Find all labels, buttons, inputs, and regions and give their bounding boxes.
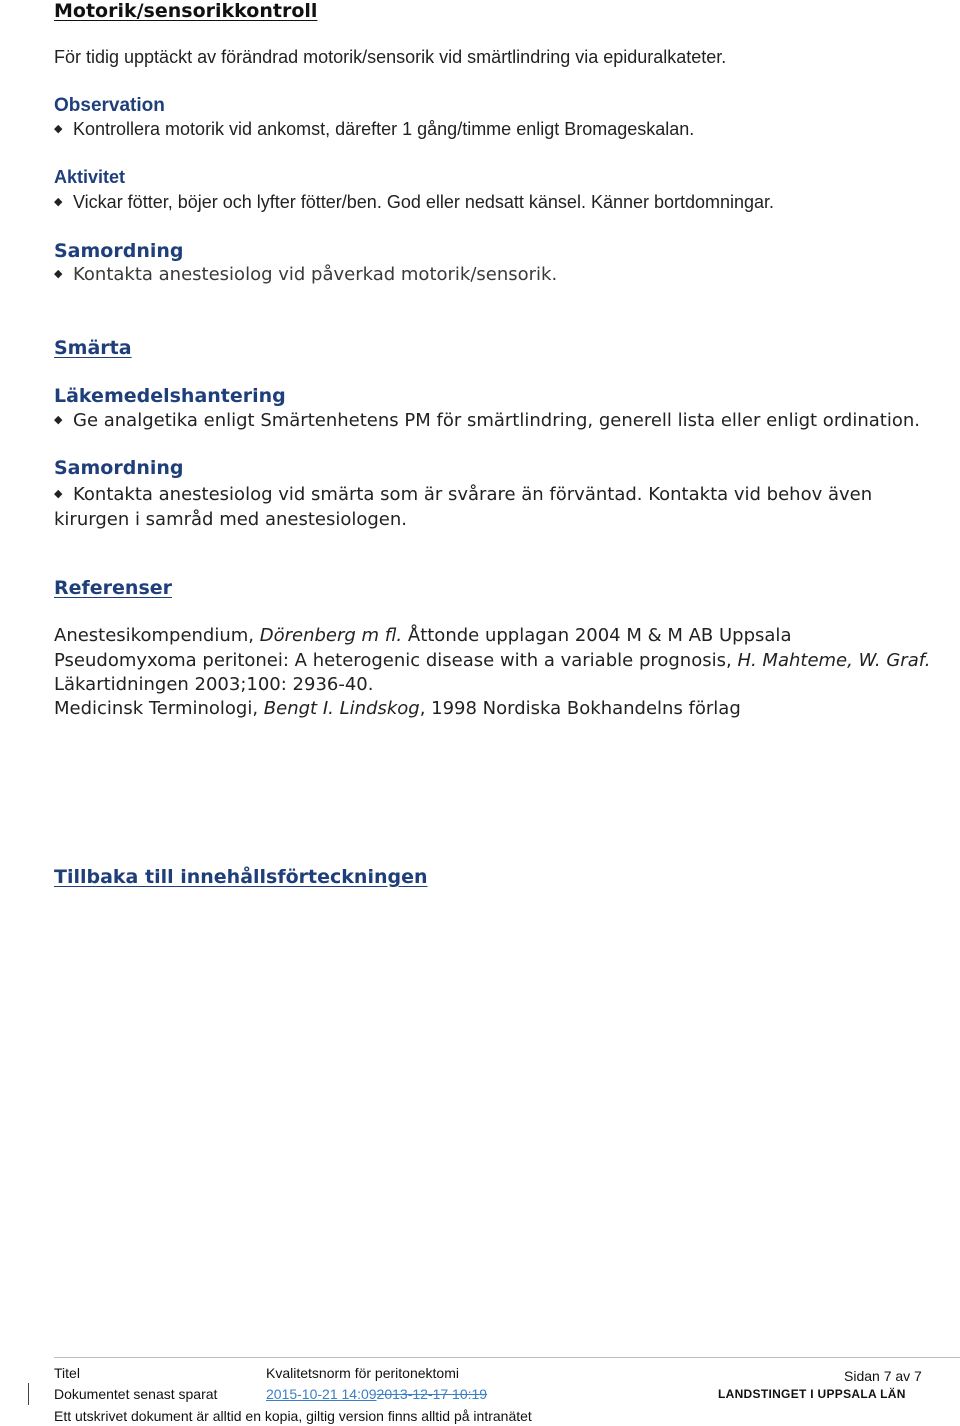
reference-1-author: Dörenberg m fl.	[259, 625, 403, 646]
aktivitet-text: Vickar fötter, böjer och lyfter fötter/ben. God eller nedsatt känsel. Känner bortdomningar.	[73, 192, 775, 212]
reference-3-title: Medicinsk Terminologi,	[54, 698, 264, 719]
footer-saved-old: 2013-12-17 10:19	[376, 1386, 488, 1402]
footer-saved-new: 2015-10-21 14:09	[266, 1386, 377, 1402]
lakemedel-text: Ge analgetika enligt Smärtenhetens PM för smärtlindring, generell lista eller enligt ordination.	[73, 410, 920, 431]
reference-2	[54, 650, 930, 671]
observation-item	[54, 119, 694, 140]
lakemedel-item	[54, 410, 920, 431]
reference-3-publisher: , 1998 Nordiska Bokhandelns förlag	[419, 698, 741, 719]
footer-title-value: Kvalitetsnorm för peritonektomi	[266, 1365, 459, 1381]
reference-1-title: Anestesikompendium,	[54, 625, 260, 646]
observation-heading: Observation	[54, 95, 165, 116]
section-heading-referenser: Referenser	[54, 577, 173, 599]
footer-saved-label: Dokumentet senast sparat	[54, 1386, 218, 1402]
lakemedel-heading: Läkemedelshantering	[54, 385, 286, 407]
reference-2-journal: Läkartidningen 2003;100: 2936-40.	[54, 674, 374, 695]
footer-saved-dates	[266, 1386, 487, 1402]
footer-disclaimer: Ett utskrivet dokument är alltid en kopia, giltig version finns alltid på intranätet	[54, 1408, 532, 1424]
footer-margin-marker	[28, 1383, 29, 1405]
reference-2-author: H. Mahteme, W. Graf.	[737, 650, 931, 671]
reference-3	[54, 698, 741, 719]
aktivitet-heading: Aktivitet	[54, 167, 126, 187]
samordning-item-motorik	[54, 264, 557, 285]
footer-page-number: Sidan 7 av 7	[844, 1368, 922, 1384]
reference-1	[54, 625, 791, 646]
samordning-heading-motorik: Samordning	[54, 240, 184, 262]
footer-organization: LANDSTINGET I UPPSALA LÄN	[718, 1387, 906, 1401]
reference-2-title: Pseudomyxoma peritonei: A heterogenic disease with a variable prognosis,	[54, 650, 738, 671]
section-heading-smarta: Smärta	[54, 337, 132, 359]
bullet-icon: ◆	[54, 413, 63, 426]
samordning-item-smarta	[54, 481, 944, 532]
samordning-text-smarta: Kontakta anestesiolog vid smärta som är svårare än förväntad. Kontakta vid behov även kirurgen i samråd med anestesiologen.	[54, 484, 873, 530]
samordning-heading-smarta: Samordning	[54, 457, 184, 479]
section-heading-motorik: Motorik/sensorikkontroll	[54, 0, 318, 22]
bullet-icon: ◆	[54, 267, 63, 280]
footer-title-label: Titel	[54, 1365, 80, 1381]
observation-text: Kontrollera motorik vid ankomst, därefter 1 gång/timme enligt Bromageskalan.	[73, 119, 695, 139]
bullet-icon: ◆	[54, 196, 63, 208]
bullet-icon: ◆	[54, 487, 63, 500]
reference-3-author: Bengt I. Lindskog	[263, 698, 420, 719]
footer-divider	[54, 1357, 960, 1358]
aktivitet-item	[54, 192, 774, 213]
samordning-text-motorik: Kontakta anestesiolog vid påverkad motorik/sensorik.	[73, 264, 558, 285]
back-to-toc-link[interactable]: Tillbaka till innehållsförteckningen	[54, 866, 428, 888]
motorik-intro: För tidig upptäckt av förändrad motorik/sensorik vid smärtlindring via epiduralkateter.	[54, 47, 727, 67]
reference-1-publisher: Åttonde upplagan 2004 M & M AB Uppsala	[402, 625, 792, 646]
bullet-icon: ◆	[54, 123, 63, 135]
